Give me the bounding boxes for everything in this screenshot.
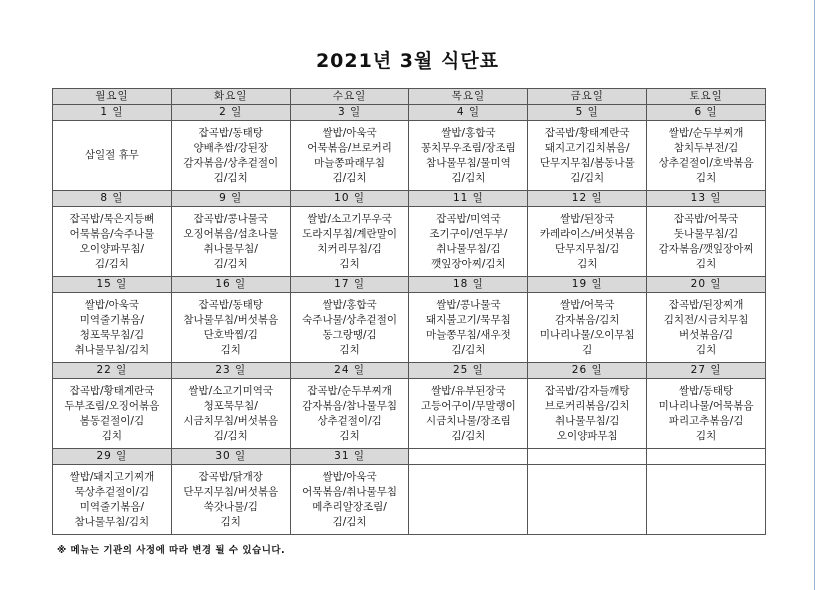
menu-item-line: 취나물무침/김	[555, 414, 620, 427]
menu-item-line: 김/김치	[213, 257, 248, 270]
menu-item-line: 청포묵무침/	[203, 399, 258, 412]
date-row	[53, 105, 766, 121]
menu-item-line: 마늘쫑파래무침	[314, 156, 386, 169]
menu-cell	[171, 121, 290, 191]
menu-item-line: 도라지무침/계란말이	[302, 227, 397, 240]
menu-item-line: 쌀밥/홍합국	[322, 298, 377, 311]
menu-item-line: 버섯볶음/김	[678, 328, 734, 341]
date-cell: 5 일	[528, 105, 647, 121]
menu-cell	[290, 207, 409, 277]
date-cell: 11 일	[409, 191, 528, 207]
date-row	[53, 277, 766, 293]
date-cell: 25 일	[409, 363, 528, 379]
date-cell: 16 일	[171, 277, 290, 293]
date-cell	[647, 449, 766, 465]
menu-item-line: 취나물무침/김	[436, 242, 501, 255]
date-cell: 18 일	[409, 277, 528, 293]
menu-item-line: 잡곡밥/미역국	[436, 212, 501, 225]
menu-cell	[171, 379, 290, 449]
menu-item-line: 잡곡밥/된장찌개	[668, 298, 744, 311]
menu-cell	[171, 465, 290, 535]
menu-item-line: 김/김치	[213, 171, 248, 184]
menu-item-line: 깻잎장아찌/김치	[431, 257, 506, 270]
date-cell: 3 일	[290, 105, 409, 121]
menu-item-line: 오이양파무침/	[79, 242, 145, 255]
date-cell: 20 일	[647, 277, 766, 293]
menu-item-line: 단호박찜/김	[203, 328, 258, 341]
menu-item-line: 잡곡밥/순두부찌개	[307, 384, 392, 397]
menu-item-line: 김/김치	[94, 257, 129, 270]
menu-item-line: 쌀밥/돼지고기찌개	[69, 470, 155, 483]
date-cell: 19 일	[528, 277, 647, 293]
menu-item-line: 김치	[695, 171, 717, 184]
menu-item-line: 꽁치무우조림/장조림	[420, 141, 516, 154]
date-cell: 24 일	[290, 363, 409, 379]
menu-item-line: 김치	[101, 429, 123, 442]
menu-cell	[171, 207, 290, 277]
menu-cell	[53, 379, 172, 449]
date-cell: 4 일	[409, 105, 528, 121]
page-edge-rule	[814, 0, 815, 590]
menu-cell	[528, 465, 647, 535]
menu-item-line: 쌀밥/동태탕	[678, 384, 734, 397]
menu-cell	[647, 379, 766, 449]
date-cell: 31 일	[290, 449, 409, 465]
menu-item-line: 쌀밥/유부된장국	[431, 384, 506, 397]
menu-item-line: 미역줄기볶음/	[79, 313, 145, 326]
menu-item-line: 고등어구이/무말랭이	[420, 399, 516, 412]
menu-cell	[53, 293, 172, 363]
menu-item-line: 취나물무침/김치	[74, 343, 150, 356]
menu-item-line: 미나리나물/오이무침	[539, 328, 635, 341]
date-cell: 17 일	[290, 277, 409, 293]
menu-item-line: 잡곡밥/감자들깨탕	[544, 384, 630, 397]
menu-cell	[528, 121, 647, 191]
menu-item-line: 잡곡밥/묵은지등뼈	[69, 212, 155, 225]
menu-item-line: 두부조림/오징어볶음	[64, 399, 160, 412]
date-cell: 22 일	[53, 363, 172, 379]
menu-cell	[409, 121, 528, 191]
meal-schedule-table	[52, 88, 766, 535]
menu-item-line: 김/김치	[332, 515, 367, 528]
date-row	[53, 191, 766, 207]
menu-item-line: 김치전/시금치무침	[663, 313, 749, 326]
menu-item-line: 참나물무침/김치	[74, 515, 150, 528]
menu-item-line: 돼지고기김치볶음/	[544, 141, 630, 154]
date-cell: 2 일	[171, 105, 290, 121]
menu-cell	[409, 293, 528, 363]
menu-cell	[290, 293, 409, 363]
menu-cell	[647, 121, 766, 191]
menu-cell	[409, 379, 528, 449]
menu-item-line: 김/김치	[213, 429, 248, 442]
change-notice: ※ 메뉴는 기관의 사정에 따라 변경 될 수 있습니다.	[57, 545, 286, 556]
menu-item-line: 감자볶음/김치	[555, 313, 620, 326]
menu-item-line: 참치두부전/김	[673, 141, 739, 154]
menu-item-line: 마늘쫑무침/새우젓	[426, 328, 511, 341]
menu-item-line: 김/김치	[332, 171, 367, 184]
menu-item-line: 감자볶음/참나물무침	[302, 399, 397, 412]
weekday-header: 목요일	[409, 89, 528, 105]
menu-item-line: 김	[582, 343, 593, 356]
menu-item-line: 상추겉절이/김	[317, 414, 382, 427]
menu-cell	[647, 207, 766, 277]
menu-item-line: 쌀밥/홍합국	[441, 126, 496, 139]
date-cell: 12 일	[528, 191, 647, 207]
menu-item-line: 잡곡밥/콩나물국	[193, 212, 269, 225]
menu-item-line: 단무지무침/버섯볶음	[183, 485, 279, 498]
menu-item-line: 쑥갓나물/김	[203, 500, 258, 513]
menu-cell	[528, 293, 647, 363]
menu-cell	[647, 293, 766, 363]
date-row	[53, 449, 766, 465]
menu-item-line: 잡곡밥/동태탕	[198, 126, 263, 139]
menu-row	[53, 379, 766, 449]
menu-item-line: 쌀밥/된장국	[560, 212, 615, 225]
menu-table-body	[53, 105, 766, 535]
menu-item-line: 메추리알장조림/	[312, 500, 387, 513]
date-cell: 23 일	[171, 363, 290, 379]
menu-item-line: 브로커리볶음/김치	[544, 399, 630, 412]
menu-item-line: 쌀밥/소고기미역국	[188, 384, 274, 397]
menu-item-line: 쌀밥/순두부찌개	[668, 126, 744, 139]
menu-item-line: 어묵볶음/브로커리	[307, 141, 392, 154]
menu-item-line: 김치	[695, 257, 717, 270]
menu-item-line: 양배추쌈/강된장	[193, 141, 269, 154]
menu-item-line: 취나물무침/	[203, 242, 258, 255]
menu-item-line: 쌀밥/콩나물국	[436, 298, 501, 311]
menu-item-line: 잡곡밥/황태계란국	[69, 384, 155, 397]
date-cell: 26 일	[528, 363, 647, 379]
menu-item-line: 봄동겉절이/김	[79, 414, 145, 427]
menu-item-line: 김/김치	[570, 171, 605, 184]
date-cell: 13 일	[647, 191, 766, 207]
menu-item-line: 김치	[695, 429, 717, 442]
menu-item-line: 돼지불고기/묵무침	[426, 313, 511, 326]
menu-item-line: 김/김치	[451, 343, 486, 356]
date-cell: 15 일	[53, 277, 172, 293]
weekday-header: 토요일	[647, 89, 766, 105]
menu-item-line: 김치	[339, 429, 360, 442]
menu-row	[53, 465, 766, 535]
date-cell: 10 일	[290, 191, 409, 207]
menu-item-line: 쌀밥/아욱국	[322, 126, 377, 139]
menu-item-line: 단무지무침/봄동나물	[539, 156, 635, 169]
page-title: 2021년 3월 식단표	[315, 50, 500, 72]
menu-item-line: 쌀밥/소고기무우국	[307, 212, 392, 225]
menu-row	[53, 121, 766, 191]
menu-item-line: 김치	[695, 343, 717, 356]
menu-item-line: 쌀밥/어묵국	[560, 298, 615, 311]
menu-item-line: 어묵볶음/취나물무침	[302, 485, 397, 498]
menu-item-line: 오이양파무침	[556, 429, 618, 442]
menu-cell	[290, 379, 409, 449]
menu-item-line: 김치	[220, 343, 241, 356]
menu-item-line: 치커리무침/김	[317, 242, 382, 255]
date-cell	[528, 449, 647, 465]
menu-item-line: 돗나물무침/김	[673, 227, 739, 240]
menu-item-line: 미역줄기볶음/	[79, 500, 145, 513]
menu-item-line: 묵상추겉절이/김	[74, 485, 150, 498]
menu-cell	[290, 465, 409, 535]
menu-item-line: 오징어볶음/섬초나물	[183, 227, 279, 240]
menu-cell	[647, 465, 766, 535]
menu-item-line: 시금치나물/장조림	[426, 414, 511, 427]
weekday-header: 금요일	[528, 89, 647, 105]
menu-item-line: 감자볶음/깻잎장아찌	[658, 242, 754, 255]
date-cell: 29 일	[53, 449, 172, 465]
menu-item-line: 김/김치	[451, 429, 486, 442]
menu-cell	[528, 207, 647, 277]
menu-item-line: 미나리나물/어묵볶음	[658, 399, 754, 412]
menu-item-line: 쌀밥/아욱국	[322, 470, 377, 483]
weekday-header: 월요일	[53, 89, 172, 105]
menu-item-line: 쌀밥/아욱국	[84, 298, 140, 311]
date-cell: 6 일	[647, 105, 766, 121]
weekday-header-row	[53, 89, 766, 105]
menu-item-line: 카레라이스/버섯볶음	[539, 227, 635, 240]
date-cell: 9 일	[171, 191, 290, 207]
menu-item-line: 어묵볶음/숙주나물	[69, 227, 155, 240]
date-cell: 27 일	[647, 363, 766, 379]
menu-item-line: 잡곡밥/닭개장	[198, 470, 263, 483]
menu-item-line: 잡곡밥/황태계란국	[544, 126, 630, 139]
weekday-header: 수요일	[290, 89, 409, 105]
menu-item-line: 참나물무침/물미역	[426, 156, 511, 169]
menu-item-line: 김치	[577, 257, 598, 270]
menu-row	[53, 293, 766, 363]
menu-item-line: 감자볶음/상추겉절이	[183, 156, 279, 169]
menu-item-line: 김치	[339, 343, 360, 356]
menu-item-line: 상추겉절이/호박볶음	[658, 156, 754, 169]
menu-item-line: 숙주나물/상추겉절이	[302, 313, 397, 326]
menu-item-line: 잡곡밥/어묵국	[673, 212, 739, 225]
menu-item-line: 청포묵무침/김	[79, 328, 145, 341]
menu-item-line: 동그랑땡/김	[322, 328, 377, 341]
menu-cell	[290, 121, 409, 191]
menu-cell	[53, 465, 172, 535]
date-row	[53, 363, 766, 379]
menu-cell	[409, 207, 528, 277]
menu-item-line: 삼일절 휴무	[84, 149, 139, 161]
menu-item-line: 김치	[220, 515, 241, 528]
date-cell: 8 일	[53, 191, 172, 207]
menu-item-line: 김/김치	[451, 171, 486, 184]
menu-item-line: 파리고추볶음/김	[668, 414, 744, 427]
menu-item-line: 시금치무침/버섯볶음	[183, 414, 279, 427]
menu-cell	[409, 465, 528, 535]
menu-cell	[528, 379, 647, 449]
date-cell	[409, 449, 528, 465]
menu-row	[53, 207, 766, 277]
date-cell: 30 일	[171, 449, 290, 465]
menu-item-line: 잡곡밥/동태탕	[198, 298, 263, 311]
menu-cell	[53, 207, 172, 277]
date-cell: 1 일	[53, 105, 172, 121]
menu-item-line: 김치	[339, 257, 360, 270]
menu-item-line: 단무지무침/김	[555, 242, 620, 255]
menu-cell	[171, 293, 290, 363]
menu-cell	[53, 121, 172, 191]
menu-item-line: 조기구이/연두부/	[429, 227, 508, 240]
menu-item-line: 참나물무침/버섯볶음	[183, 313, 279, 326]
weekday-header: 화요일	[171, 89, 290, 105]
